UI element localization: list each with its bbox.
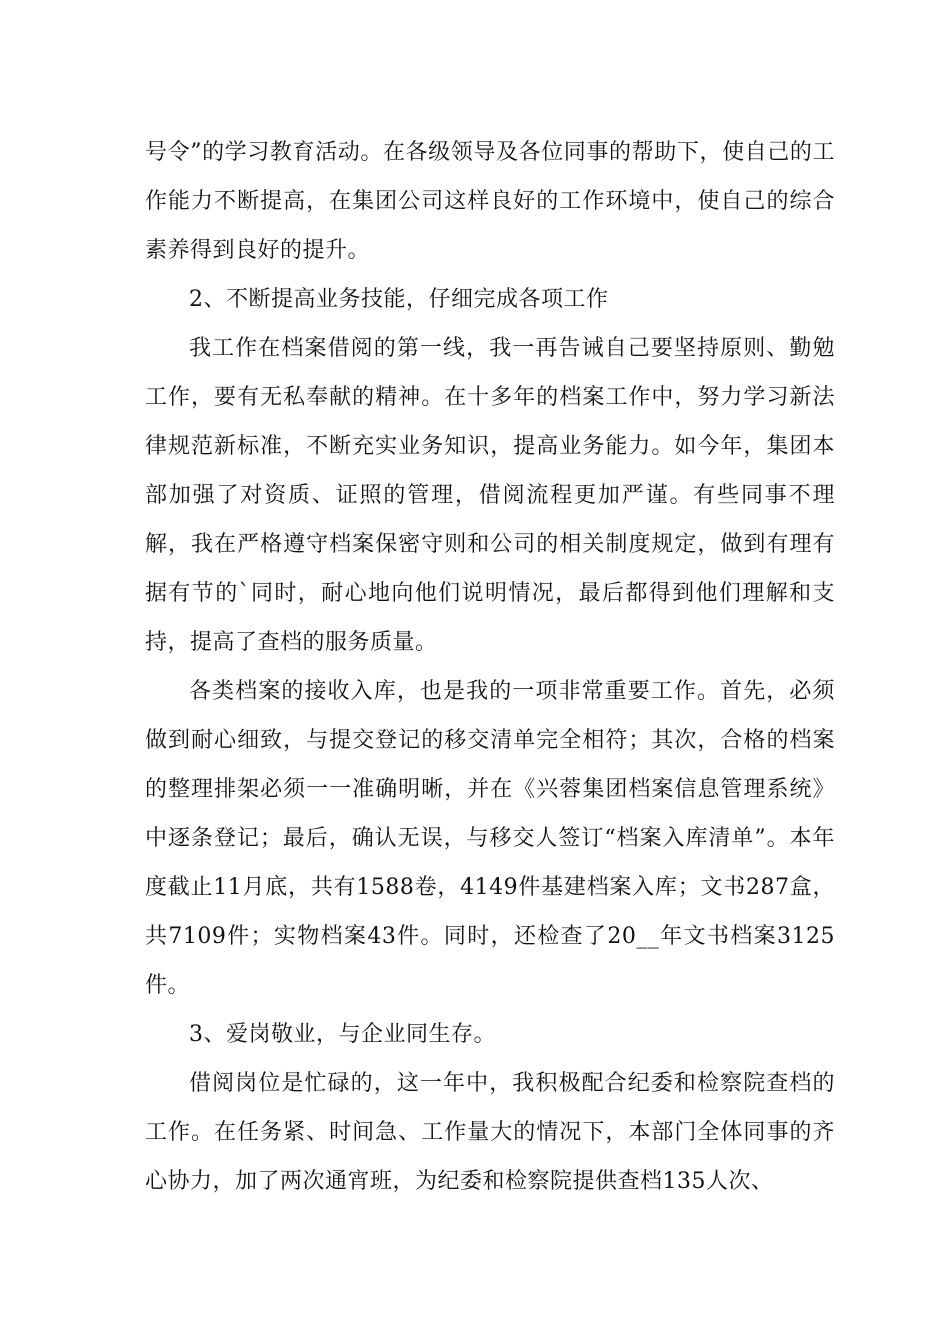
section-heading-2: 2、不断提高业务技能，仔细完成各项工作 xyxy=(189,287,609,312)
document-body xyxy=(145,128,835,1206)
paragraph-continuation: 号令”的学习教育活动。在各级领导及各位同事的帮助下，使自己的工作能力不断提高，在集团公司这样良好的工作环境中，使自己的综合素养得到良好的提升。 xyxy=(145,140,835,263)
paragraph-archive-intake: 各类档案的接收入库，也是我的一项非常重要工作。首先，必须做到耐心细致，与提交登记的移交清单完全相符；其次，合格的档案的整理排架必须一一准确明晰，并在《兴蓉集团档案信息管理系统》中逐条登记；最后，确认无误，与移交人签订“档案入库清单”。本年度截止11月底，共有1588卷，4149件基建档案入库；文书287盒，共7109件；实物档案43件。同时，还检查了20__年文书档案3125件。 xyxy=(145,679,835,998)
paragraph-lending-post: 借阅岗位是忙碌的，这一年中，我积极配合纪委和检察院查档的工作。在任务紧、时间急、工作量大的情况下，本部门全体同事的齐心协力，加了两次通宵班，为纪委和检察院提供查档135人次、 xyxy=(145,1071,835,1194)
paragraph-archive-lending: 我工作在档案借阅的第一线，我一再告诫自己要坚持原则、勤勉工作，要有无私奉献的精神。在十多年的档案工作中，努力学习新法律规范新标准，不断充实业务知识，提高业务能力。如今年，集团本部加强了对资质、证照的管理，借阅流程更加严谨。有些同事不理解，我在严格遵守档案保密守则和公司的相关制度规定，做到有理有据有节的`同时，耐心地向他们说明情况，最后都得到他们理解和支持，提高了查档的服务质量。 xyxy=(145,336,835,655)
section-heading-3: 3、爱岗敬业，与企业同生存。 xyxy=(189,1022,496,1047)
